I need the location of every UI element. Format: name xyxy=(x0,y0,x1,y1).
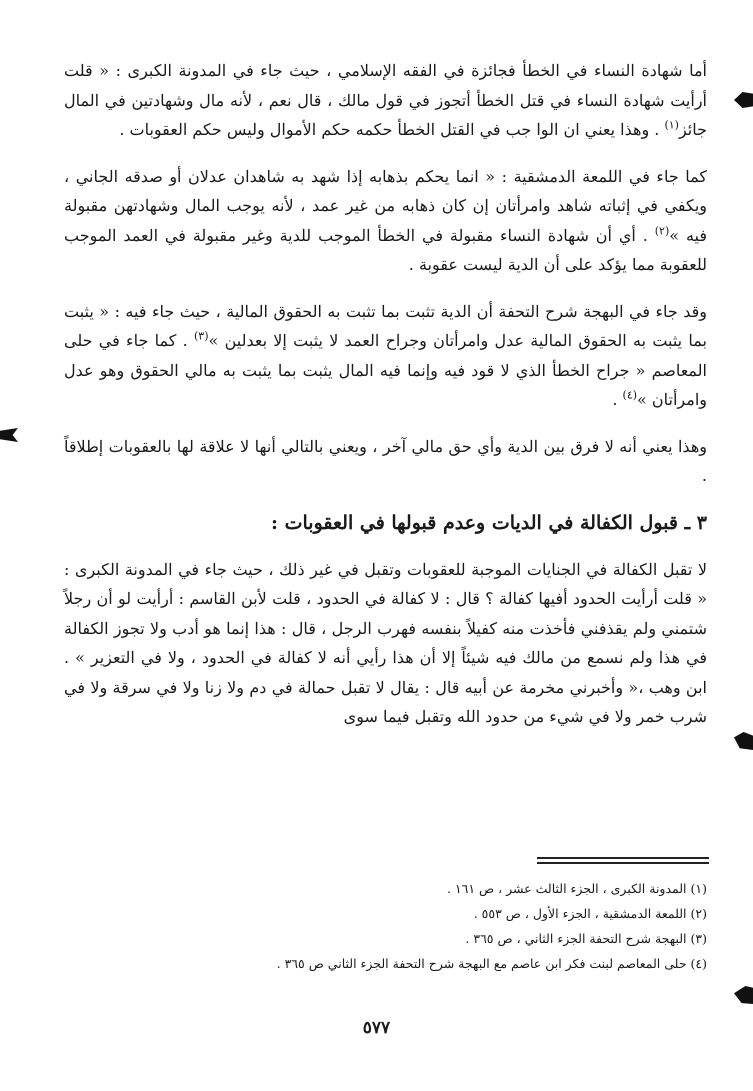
scan-edge-mark xyxy=(734,986,753,1004)
paragraph-5 xyxy=(64,555,707,732)
scan-edge-mark xyxy=(734,92,753,108)
paragraph-2-text: كما جاء في اللمعة الدمشقية : « انما يحكم بذهابه إذا شهد به شاهدان عدلان أو صدقه الجاني ، ويكفي في إثباته شاهد وامرأتان إن كان ذهابه من غير عمد ، لأنه يوجب المال وشهادتهن مقبولة فيه » xyxy=(64,166,707,245)
footnote-3: (٣) البهجة شرح التحفة الجزء الثاني ، ص ٣٦٥ . xyxy=(465,931,707,946)
paragraph-1-text: أما شهادة النساء في الخطأ فجائزة في الفقه الإسلامي ، حيث جاء في المدونة الكبرى : « قلت أرأيت شهادة النساء في قتل الخطأ أتجوز في قول مالك ، قال نعم ، لأنه مال وشهادتين في المال جائز xyxy=(64,61,707,139)
page-number: ٥٧٧ xyxy=(362,1018,391,1038)
paragraph-2 xyxy=(64,162,707,280)
footnote-divider-top xyxy=(537,857,709,859)
scan-edge-mark xyxy=(734,732,753,750)
footnote-ref-2[interactable]: (٢) xyxy=(654,224,670,238)
footnote-ref-3[interactable]: (٣) xyxy=(194,329,209,343)
scan-edge-mark xyxy=(0,428,18,442)
paragraph-1 xyxy=(64,56,707,145)
footnote-4: (٤) حلى المعاصم لبنت فكر ابن عاصم مع البهجة شرح التحفة الجزء الثاني ص ٣٦٥ . xyxy=(276,956,707,971)
paragraph-1-text-cont: . وهذا يعني ان الوا جب في القتل الخطأ حكمه حكم الأموال وليس حكم العقوبات . xyxy=(119,120,665,139)
body-text xyxy=(64,56,707,749)
footnote-1: (١) المدونة الكبرى ، الجزء الثالث عشر ، ص ١٦١ . xyxy=(446,881,707,896)
paragraph-3-text-end: . xyxy=(612,390,623,409)
paragraph-5-text: لا تقبل الكفالة في الجنايات الموجبة للعقوبات وتقبل في غير ذلك ، حيث جاء في المدونة الكبرى : « قلت أرأيت الحدود أفيها كفالة ؟ قال : لا كفالة في الحدود ، قلت لأبن القاسم : أرأيت لو أن رجلاً شتمني ولم يقذفني فأخذت منه كفيلاً بنفسه فهرب الرجل ، قال : هذا إنما هو أدب ولا تجوز الكفالة في هذا ولم نسمع من مالك فيه شيئاً إلا أن هذا رأيي أنه لا كفالة في الحدود ، ولا في التعزير » . ابن وهب ،« وأخبرني مخرمة عن أبيه قال : يقال لا تقبل حمالة في دم ولا زنا ولا في سرقة ولا في شرب خمر ولا في شيء من حدود الله وتقبل فيما سوى xyxy=(64,559,707,726)
paragraph-3-text: وقد جاء في البهجة شرح التحفة أن الدية تثبت بما تثبت به الحقوق المالية ، حيث جاء فيه : « يثبت بما يثبت به الحقوق المالية عدل وامرأتان وجراح العمد لا يثبت إلا بعدلين » xyxy=(64,301,707,350)
footnote-2: (٢) اللمعة الدمشقية ، الجزء الأول ، ص ٥٥٣ . xyxy=(473,906,707,921)
section-heading: ٣ ـ قبول الكفالة في الديات وعدم قبولها في العقوبات : xyxy=(270,511,707,534)
paragraph-3 xyxy=(64,297,707,415)
footnotes xyxy=(140,876,707,976)
paragraph-4 xyxy=(64,432,707,491)
footnote-divider-bottom xyxy=(537,862,709,864)
footnote-ref-4[interactable]: (٤) xyxy=(622,388,638,402)
paragraph-3-text-cont: . كما جاء في حلى المعاصم « جراح الخطأ الذي لا قود فيه وإنما فيه المال يثبت بما يثبت به مالي الحقوق وهو عدل وامرأتان » xyxy=(64,331,707,409)
paragraph-4-text: وهذا يعني أنه لا فرق بين الدية وأي حق مالي آخر ، ويعني بالتالي أنها لا علاقة لها بالعقوبات إطلاقاً . xyxy=(64,436,707,485)
footnote-ref-1[interactable]: (١) xyxy=(664,118,679,132)
paragraph-2-text-cont: . أي أن شهادة النساء مقبولة في الخطأ الموجب للدية وغير مقبولة في العمد الموجب للعقوبة مما يؤكد على أن الدية ليست عقوبة . xyxy=(64,225,707,274)
